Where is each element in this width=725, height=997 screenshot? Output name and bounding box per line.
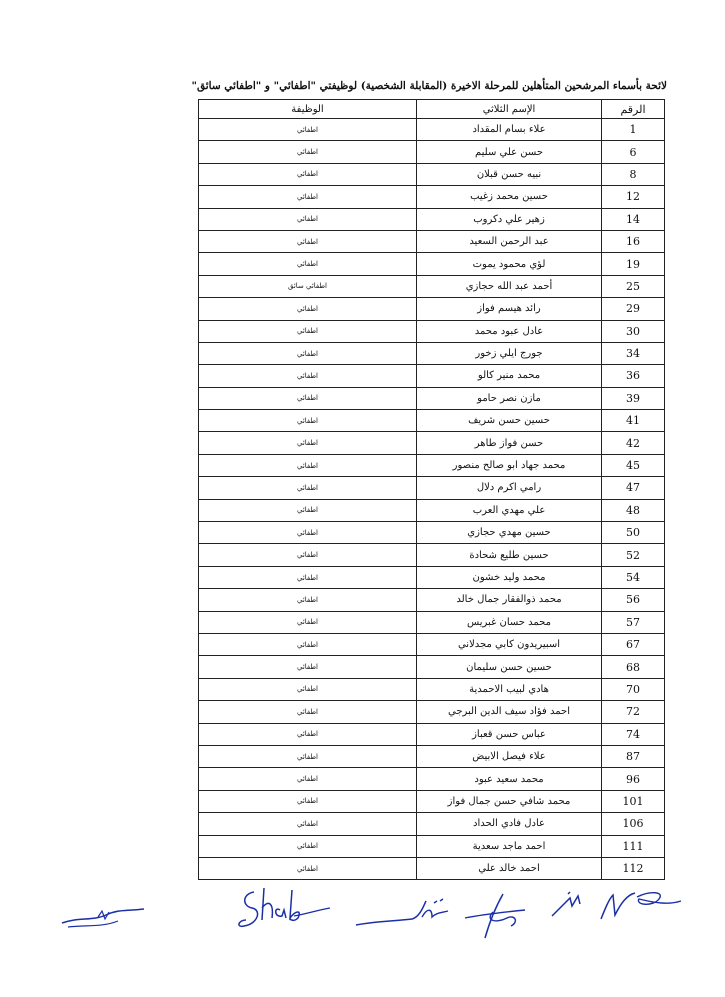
row-job: اطفائي	[199, 342, 417, 364]
table-row	[199, 230, 665, 252]
table-row	[199, 432, 665, 454]
row-job: اطفائي	[199, 768, 417, 790]
table-row	[199, 186, 665, 208]
header-name: الإسم الثلاثي	[417, 100, 602, 119]
table-row	[199, 298, 665, 320]
table-row	[199, 835, 665, 857]
row-number: 12	[602, 186, 665, 208]
row-name: محمد حسان غبريس	[417, 611, 602, 633]
row-job: اطفائي	[199, 522, 417, 544]
row-number: 50	[602, 522, 665, 544]
row-name: حسين حسن سليمان	[417, 656, 602, 678]
row-number: 1	[602, 119, 665, 141]
row-number: 96	[602, 768, 665, 790]
row-name: محمد سعيد عبود	[417, 768, 602, 790]
header-number: الرقم	[602, 100, 665, 119]
signature-5	[548, 890, 588, 920]
candidates-table	[198, 99, 665, 880]
row-number: 68	[602, 656, 665, 678]
row-number: 72	[602, 701, 665, 723]
row-number: 106	[602, 813, 665, 835]
row-number: 19	[602, 253, 665, 275]
table-row	[199, 163, 665, 185]
row-job: اطفائي	[199, 163, 417, 185]
row-name: احمد ماجد سعدية	[417, 835, 602, 857]
row-job: اطفائي	[199, 745, 417, 767]
row-number: 48	[602, 499, 665, 521]
table-row	[199, 790, 665, 812]
table-row	[199, 544, 665, 566]
table-row	[199, 410, 665, 432]
table-row	[199, 387, 665, 409]
row-number: 6	[602, 141, 665, 163]
row-number: 111	[602, 835, 665, 857]
row-name: محمد جهاد ابو صالح منصور	[417, 454, 602, 476]
row-name: رائد هيسم فواز	[417, 298, 602, 320]
table-row	[199, 611, 665, 633]
row-number: 47	[602, 477, 665, 499]
row-name: محمد شافي حسن جمال فواز	[417, 790, 602, 812]
row-name: احمد فؤاد سيف الدين البرجي	[417, 701, 602, 723]
table-row	[199, 589, 665, 611]
row-job: اطفائي	[199, 790, 417, 812]
row-number: 87	[602, 745, 665, 767]
row-job: اطفائي	[199, 141, 417, 163]
row-job: اطفائي	[199, 611, 417, 633]
row-number: 16	[602, 230, 665, 252]
row-job: اطفائي	[199, 813, 417, 835]
row-name: حسين حسن شريف	[417, 410, 602, 432]
row-number: 29	[602, 298, 665, 320]
row-job: اطفائي	[199, 365, 417, 387]
table-row	[199, 678, 665, 700]
row-name: محمد منير كالو	[417, 365, 602, 387]
row-job: اطفائي	[199, 253, 417, 275]
row-job: اطفائي	[199, 320, 417, 342]
row-job: اطفائي	[199, 208, 417, 230]
row-job: اطفائي	[199, 432, 417, 454]
row-number: 39	[602, 387, 665, 409]
row-number: 25	[602, 275, 665, 297]
row-number: 52	[602, 544, 665, 566]
table-row	[199, 499, 665, 521]
row-name: نبيه حسن قبلان	[417, 163, 602, 185]
row-job: اطفائي	[199, 477, 417, 499]
row-name: زهير علي دكروب	[417, 208, 602, 230]
row-job: اطفائي	[199, 678, 417, 700]
row-job: اطفائي	[199, 499, 417, 521]
row-job: اطفائي	[199, 857, 417, 879]
row-number: 57	[602, 611, 665, 633]
row-name: جورج ايلي زخور	[417, 342, 602, 364]
row-number: 70	[602, 678, 665, 700]
row-number: 30	[602, 320, 665, 342]
row-name: محمد وليد خشون	[417, 566, 602, 588]
row-job: اطفائي	[199, 835, 417, 857]
row-job: اطفائي	[199, 589, 417, 611]
row-name: حسين طليع شحادة	[417, 544, 602, 566]
table-row	[199, 768, 665, 790]
table-row	[199, 141, 665, 163]
row-number: 8	[602, 163, 665, 185]
row-name: حسن علي سليم	[417, 141, 602, 163]
row-number: 101	[602, 790, 665, 812]
page-title: لائحة بأسماء المرشحين المتأهلين للمرحلة الاخيرة (المقابلة الشخصية) لوظيفتي "اطفائي" و "اطفائي سائق"	[191, 80, 667, 92]
row-name: مازن نصر حامو	[417, 387, 602, 409]
table-row	[199, 723, 665, 745]
row-name: احمد خالد علي	[417, 857, 602, 879]
table-row	[199, 813, 665, 835]
row-job: اطفائي	[199, 298, 417, 320]
table-header-row	[199, 100, 665, 119]
row-name: اسبيريدون كابي مجدلاني	[417, 633, 602, 655]
signature-4	[455, 888, 535, 943]
row-job: اطفائي	[199, 633, 417, 655]
row-number: 74	[602, 723, 665, 745]
row-job: اطفائي	[199, 566, 417, 588]
row-name: أحمد عبد الله حجازي	[417, 275, 602, 297]
row-number: 112	[602, 857, 665, 879]
row-job: اطفائي	[199, 119, 417, 141]
row-name: عبد الرحمن السعيد	[417, 230, 602, 252]
row-number: 54	[602, 566, 665, 588]
table-row	[199, 320, 665, 342]
row-name: عادل عبود محمد	[417, 320, 602, 342]
row-name: حسين مهدي حجازي	[417, 522, 602, 544]
row-job: اطفائي	[199, 230, 417, 252]
row-name: علاء بسام المقداد	[417, 119, 602, 141]
row-job: اطفائي	[199, 723, 417, 745]
row-number: 36	[602, 365, 665, 387]
row-number: 41	[602, 410, 665, 432]
row-name: لؤي محمود يموت	[417, 253, 602, 275]
table-row	[199, 701, 665, 723]
row-name: حسن فواز طاهر	[417, 432, 602, 454]
row-number: 56	[602, 589, 665, 611]
table-row	[199, 745, 665, 767]
row-number: 14	[602, 208, 665, 230]
row-name: رامي اكرم دلال	[417, 477, 602, 499]
table-row	[199, 633, 665, 655]
signature-3	[352, 895, 452, 935]
row-name: علي مهدي العرب	[417, 499, 602, 521]
table-row	[199, 208, 665, 230]
table-row	[199, 365, 665, 387]
row-job: اطفائي	[199, 544, 417, 566]
table-row	[199, 857, 665, 879]
row-number: 67	[602, 633, 665, 655]
table-row	[199, 119, 665, 141]
row-number: 34	[602, 342, 665, 364]
header-job: الوظيفة	[199, 100, 417, 119]
row-name: عادل فادي الحداد	[417, 813, 602, 835]
row-job: اطفائي	[199, 701, 417, 723]
table-row	[199, 454, 665, 476]
row-job: اطفائي	[199, 186, 417, 208]
row-job: اطفائي	[199, 656, 417, 678]
row-name: محمد ذوالفقار جمال خالد	[417, 589, 602, 611]
table-row	[199, 342, 665, 364]
row-job: اطفائي	[199, 454, 417, 476]
row-job: اطفائي سائق	[199, 275, 417, 297]
table-body	[199, 119, 665, 880]
table-row	[199, 253, 665, 275]
signature-1	[58, 903, 148, 933]
table-row	[199, 522, 665, 544]
table-row	[199, 656, 665, 678]
table-row	[199, 275, 665, 297]
row-name: هادي لبيب الاحمدية	[417, 678, 602, 700]
table-row	[199, 566, 665, 588]
row-number: 45	[602, 454, 665, 476]
signature-6	[595, 885, 685, 925]
signature-2	[234, 880, 334, 940]
row-job: اطفائي	[199, 387, 417, 409]
table-row	[199, 477, 665, 499]
row-name: حسين محمد زغيب	[417, 186, 602, 208]
row-name: عباس حسن قعباز	[417, 723, 602, 745]
row-name: علاء فيصل الابيض	[417, 745, 602, 767]
row-job: اطفائي	[199, 410, 417, 432]
row-number: 42	[602, 432, 665, 454]
